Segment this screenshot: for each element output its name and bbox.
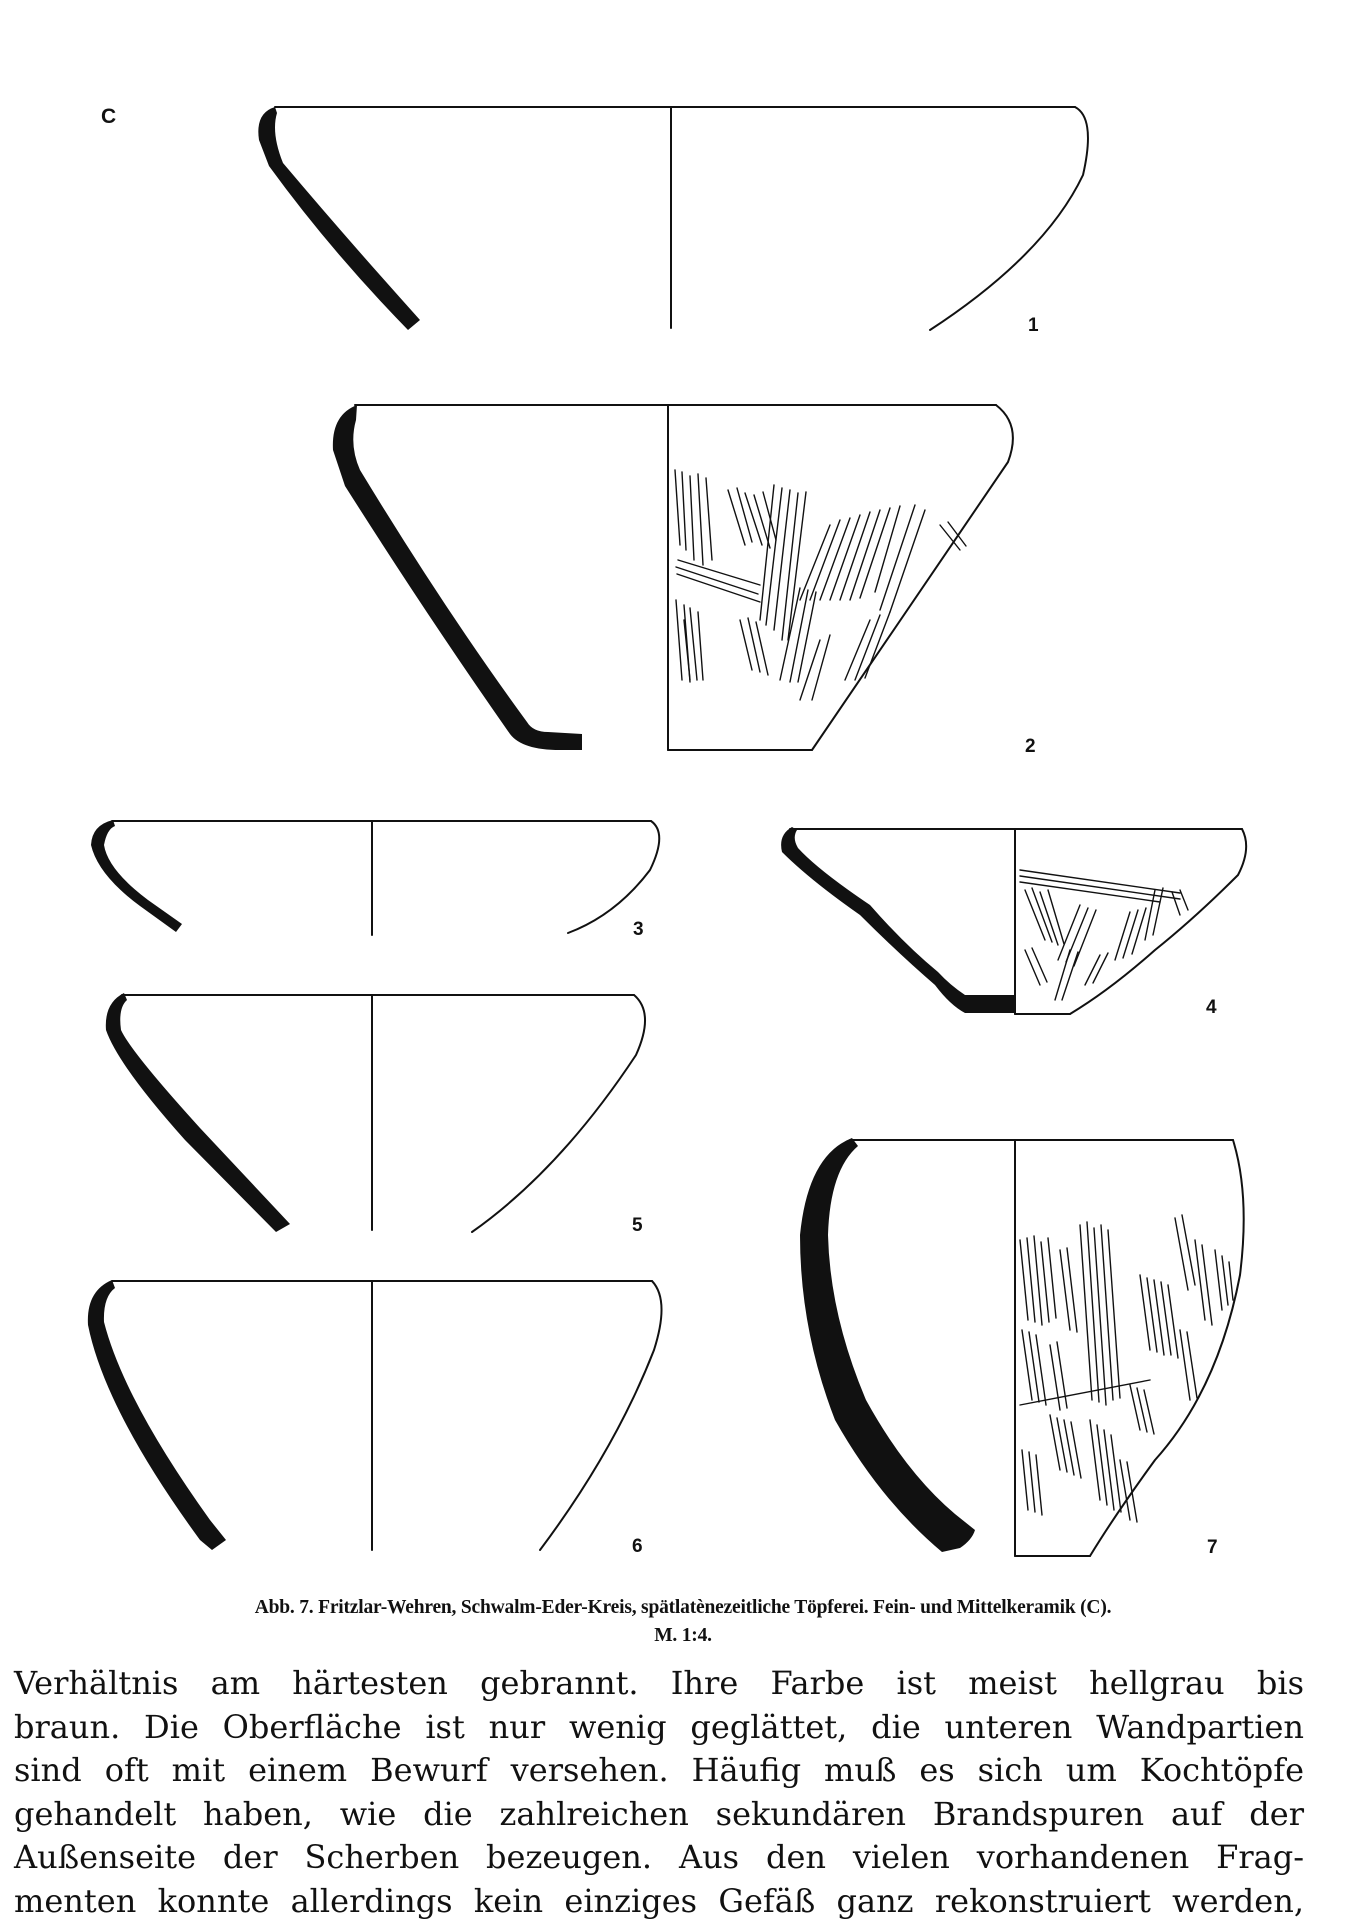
- vessel-number-4: 4: [1206, 997, 1217, 1018]
- panel-letter: C: [101, 105, 117, 128]
- body-text: [14, 1662, 1304, 1924]
- vessel-2-hatching: [675, 470, 966, 700]
- vessel-number-6: 6: [632, 1536, 643, 1557]
- vessel-number-1: 1: [1028, 315, 1039, 336]
- body-line: gehandelt haben, wie die zahlreichen sekundären Brandspuren auf der: [14, 1794, 1304, 1833]
- vessel-2-drawing: [333, 405, 1013, 750]
- body-line: braun. Die Oberfläche ist nur wenig geglättet, die unteren Wandpartien: [14, 1707, 1304, 1746]
- vessel-1-drawing: [258, 107, 1088, 330]
- vessel-6-drawing: [88, 1280, 662, 1550]
- vessel-7-hatching: [1020, 1215, 1233, 1522]
- vessel-3-drawing: [91, 820, 659, 935]
- body-line: menten konnte allerdings kein einziges Gefäß ganz rekonstruiert werden,: [14, 1881, 1304, 1920]
- vessel-number-2: 2: [1025, 736, 1036, 757]
- vessel-number-7: 7: [1207, 1537, 1218, 1558]
- body-line: Außenseite der Scherben bezeugen. Aus den vielen vorhandenen Frag-: [14, 1838, 1304, 1877]
- vessel-5-drawing: [106, 993, 645, 1232]
- body-line: sind oft mit einem Bewurf versehen. Häufig muß es sich um Kochtöpfe: [14, 1751, 1304, 1790]
- figure-caption: Abb. 7. Fritzlar-Wehren, Schwalm-Eder-Kreis, spätlatènezeitliche Töpferei. Fein- und Mittelkeramik (C).: [254, 1597, 1112, 1618]
- vessel-number-5: 5: [632, 1215, 643, 1236]
- body-line: Verhältnis am härtesten gebrannt. Ihre Farbe ist meist hellgrau bis: [14, 1664, 1304, 1702]
- vessel-4-hatching: [1020, 870, 1188, 1000]
- vessel-4-drawing: [781, 827, 1246, 1014]
- figure-scale: M. 1:4.: [654, 1625, 712, 1646]
- vessel-number-3: 3: [633, 919, 644, 940]
- vessel-7-drawing: [800, 1138, 1244, 1556]
